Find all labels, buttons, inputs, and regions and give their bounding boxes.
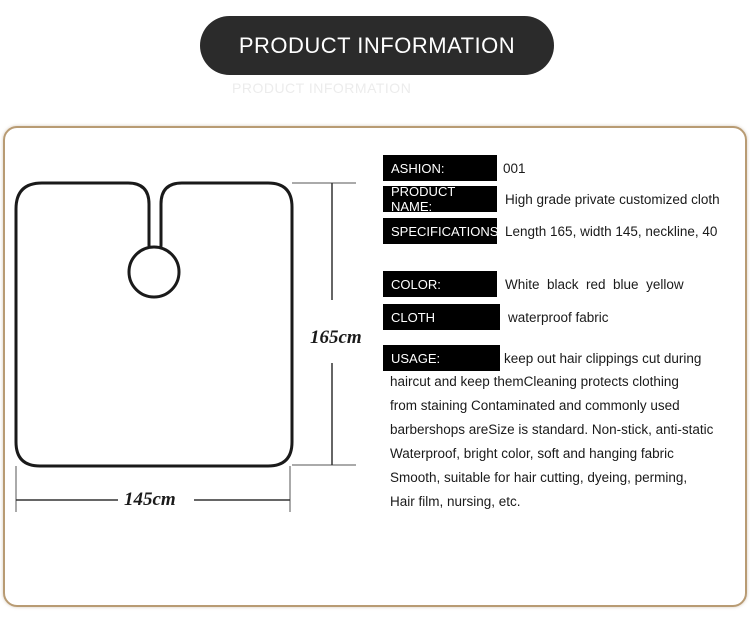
page-subtitle-watermark: PRODUCT INFORMATION — [232, 80, 412, 96]
spec-value: waterproof fabric — [508, 309, 609, 325]
usage-line: haircut and keep themCleaning protects clothing — [390, 374, 679, 389]
usage-first-line: keep out hair clippings cut during — [504, 350, 702, 366]
spec-label: COLOR: — [383, 271, 497, 297]
neck-hole — [129, 247, 179, 297]
spec-label: PRODUCT NAME: — [383, 186, 497, 212]
usage-description — [390, 370, 740, 514]
spec-label: SPECIFICATIONS: — [383, 218, 497, 244]
spec-label: ASHION: — [383, 155, 497, 181]
usage-line: Smooth, suitable for hair cutting, dyeing, perming, — [390, 470, 688, 485]
spec-row-product-name — [383, 186, 720, 212]
spec-row-specifications — [383, 218, 717, 244]
spec-row-color — [383, 271, 684, 297]
spec-label: CLOTH — [383, 304, 500, 330]
spec-row-usage — [383, 345, 701, 371]
height-dimension-label: 165cm — [310, 327, 362, 348]
usage-line: barbershops areSize is standard. Non-stick, anti-static — [390, 422, 714, 437]
spec-value: 001 — [503, 160, 526, 176]
usage-line: Waterproof, bright color, soft and hanging fabric — [390, 446, 674, 461]
width-dimension-label: 145cm — [124, 489, 176, 510]
spec-row-fashion — [383, 155, 526, 181]
page-title-text: PRODUCT INFORMATION — [238, 32, 516, 58]
usage-line: from staining Contaminated and commonly used — [390, 398, 680, 413]
cape-outline — [16, 183, 292, 466]
spec-value: White black red blue yellow — [505, 276, 684, 292]
spec-value: High grade private customized cloth — [505, 191, 720, 207]
spec-label: USAGE: — [383, 345, 500, 371]
spec-row-cloth — [383, 304, 609, 330]
usage-line: Hair film, nursing, etc. — [390, 494, 521, 509]
spec-value: Length 165, width 145, neckline, 40 — [505, 223, 718, 239]
